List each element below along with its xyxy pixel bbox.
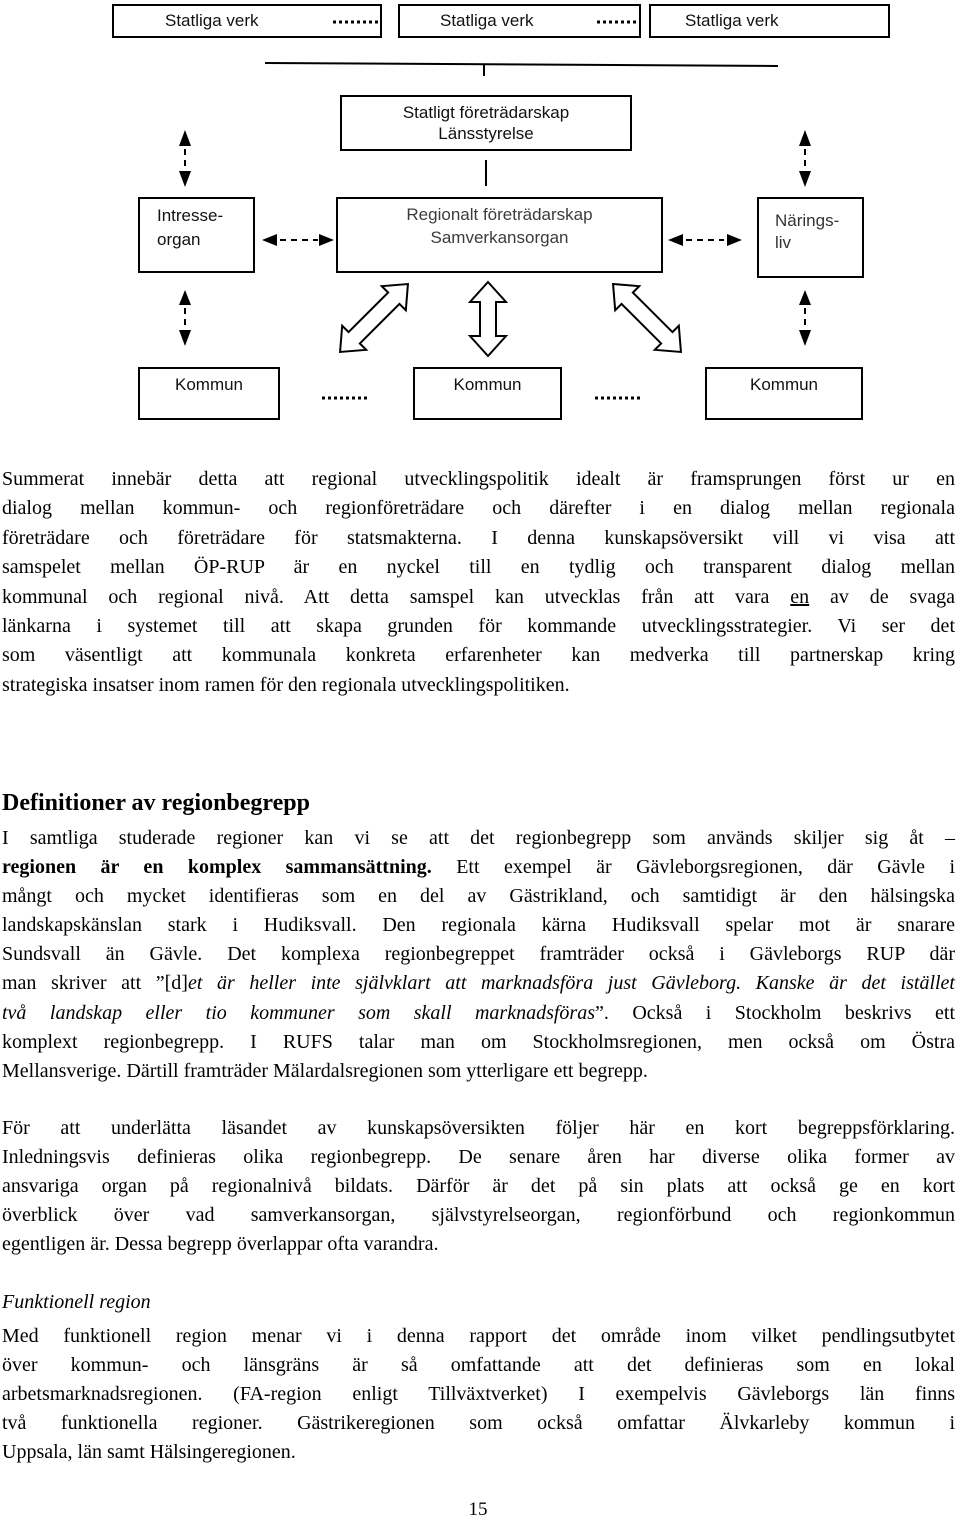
box-label: Kommun — [453, 375, 522, 394]
text-run: komplext regionbegrepp. I RUFS talar man om Stockholmsregionen, men också om Östra — [2, 1030, 955, 1053]
arrowhead-up — [799, 130, 811, 146]
text-line — [2, 524, 955, 553]
municipality-box — [705, 367, 863, 420]
italic-quote: et är heller inte självklart att marknadsföra just Gävleborg. Kanske är det istället — [187, 972, 955, 995]
box-label: Statliga verk — [165, 11, 259, 30]
text-run: I samtliga studerade regioner kan vi se att det regionbegrepp som används skiljer sig åt – — [2, 827, 955, 849]
text-line — [2, 1438, 955, 1467]
arrowhead-left — [668, 234, 683, 246]
box-label-line1: Närings- — [775, 211, 840, 230]
municipality-box — [138, 367, 280, 420]
concepts-paragraph — [2, 1114, 955, 1259]
section-heading: Definitioner av regionbegrepp — [2, 790, 310, 816]
text-line — [2, 1409, 955, 1438]
box-label-line2: organ — [157, 230, 201, 249]
definitions-paragraph — [2, 824, 955, 1086]
arrowhead-up — [179, 290, 191, 305]
text-line — [2, 1028, 955, 1057]
text-run: egentligen är. Dessa begrepp överlappar ofta varandra. — [2, 1233, 439, 1256]
text-line — [2, 494, 955, 523]
arrowhead-down — [799, 171, 811, 187]
text-line — [2, 1172, 955, 1201]
business-box — [757, 197, 864, 278]
state-agency-box — [398, 4, 641, 38]
block-double-arrow — [470, 282, 506, 356]
subsection-heading: Funktionell region — [2, 1291, 151, 1313]
box-label: Statliga verk — [440, 11, 534, 30]
text-run: Inledningsvis definieras olika regionbegrepp. De senare åren har diverse olika former av — [2, 1146, 955, 1169]
municipality-box — [413, 367, 562, 420]
text-line — [2, 853, 955, 882]
text-line — [2, 1201, 955, 1230]
text-run: två funktionella regioner. Gästrikeregionen som också omfattar Älvkarleby kommun i — [2, 1412, 955, 1435]
text-run: av de svaga — [809, 585, 955, 608]
box-label: Kommun — [749, 375, 819, 394]
regional-body-box — [336, 197, 663, 273]
block-double-arrow — [328, 272, 420, 364]
block-double-arrow — [601, 272, 693, 364]
text-line — [2, 1143, 955, 1172]
bold-text: regionen är en komplex sammansättning. — [2, 856, 432, 879]
box-label-line2: Länsstyrelse — [438, 124, 534, 143]
text-line — [2, 1351, 955, 1380]
text-line — [2, 911, 955, 940]
functional-region-paragraph — [2, 1322, 955, 1467]
text-line — [2, 940, 955, 969]
arrowhead-up — [799, 290, 811, 305]
text-line — [2, 1380, 955, 1409]
text-run: strategiska insatser inom ramen för den regionala utvecklingspolitiken. — [2, 673, 570, 696]
underlined-word: en — [790, 585, 810, 608]
text-line — [2, 612, 955, 641]
box-label-line1: Intresse- — [157, 206, 224, 225]
text-run: ”. Också i Stockholm beskrivs ett — [595, 1001, 956, 1024]
dashed-double-arrow — [799, 130, 811, 187]
text-run: Uppsala, län samt Hälsingeregionen. — [2, 1441, 296, 1464]
box-label-line1: Regionalt företrädarskap — [406, 205, 593, 224]
text-line — [2, 1322, 955, 1351]
text-run: arbetsmarknadsregionen. (FA-region enligt Tillväxtverket) I exempelvis Gävleborgs län finns — [2, 1383, 955, 1406]
arrowhead-down — [179, 330, 191, 346]
arrowhead-left — [262, 234, 277, 246]
arrowhead-right — [727, 234, 742, 246]
dashed-double-arrow — [799, 290, 811, 346]
county-board-box — [340, 95, 632, 151]
page-number: 15 — [468, 1499, 488, 1520]
summary-paragraph — [2, 465, 955, 700]
text-line — [2, 1114, 955, 1143]
text-run: Sundsvall än Gävle. Det komplexa regionbegreppet framträder också i Gävleborgs RUP där — [2, 943, 955, 966]
text-line — [2, 671, 955, 700]
state-agency-box — [649, 4, 890, 38]
text-line — [2, 641, 955, 670]
text-line — [2, 465, 955, 494]
box-label: Kommun — [174, 375, 244, 394]
text-line — [2, 583, 955, 612]
text-line — [2, 1057, 955, 1086]
box-label-line1: Statligt företrädarskap — [402, 103, 570, 122]
text-run: överblick över vad samverkansorgan, självstyrelseorgan, regionförbund och regionkommun — [2, 1204, 955, 1227]
text-run: företrädare och företrädare för statsmakterna. I denna kunskapsöversikt vill vi visa att — [2, 526, 955, 549]
text-line — [2, 882, 955, 911]
box-label-line2: Samverkansorgan — [430, 228, 569, 247]
text-line — [2, 1230, 955, 1259]
interest-organ-box — [138, 197, 255, 273]
text-run: landskapskänslan stark i Hudiksvall. Den regionala kärna Hudiksvall spelar mot är snarare — [2, 914, 955, 937]
arrowhead-down — [799, 330, 811, 346]
bracket-line — [265, 63, 778, 66]
text-run: ansvariga organ på regionalnivå bildats. Därför är det på sin plats att också ge en kort — [2, 1175, 955, 1198]
text-run: Mellansverige. Därtill framträder Mälardalsregionen som ytterligare ett begrepp. — [2, 1059, 648, 1082]
arrowhead-down — [179, 171, 191, 187]
dashed-double-arrow — [262, 234, 334, 246]
text-line — [2, 969, 955, 998]
text-run: över kommun- och länsgräns är så omfattande att det definieras som en lokal — [2, 1354, 955, 1377]
text-line — [2, 824, 955, 853]
box-label: Statliga verk — [685, 11, 779, 30]
dashed-double-arrow — [668, 234, 742, 246]
text-run: För att underlätta läsandet av kunskapsöversikten följer här en kort begreppsförklaring. — [2, 1117, 955, 1139]
text-run: dialog mellan kommun- och regionföreträdare och därefter i en dialog mellan regionala — [2, 497, 955, 520]
text-line — [2, 999, 955, 1028]
text-run: länkarna i systemet till att skapa grunden för kommande utvecklingsstrategier. Vi ser det — [2, 615, 955, 638]
arrowhead-right — [319, 234, 334, 246]
text-run: Ett exempel är Gävleborgsregionen, där Gävle i — [431, 856, 956, 879]
text-run: som väsentligt att kommunala konkreta erfarenheter kan medverka till partnerskap kring — [2, 644, 955, 667]
dashed-double-arrow — [179, 290, 191, 346]
italic-quote: två landskap eller tio kommuner som skall marknadsföras — [2, 1001, 596, 1024]
arrowhead-up — [179, 130, 191, 146]
text-run: Med funktionell region menar vi i denna rapport det område inom vilket pendlingsutbytet — [2, 1325, 955, 1347]
text-run: kommunal och regional nivå. Att detta samspel kan utvecklas från att vara — [2, 585, 791, 608]
text-run: samspelet mellan ÖP-RUP är en nyckel till en tydlig och transparent dialog mellan — [2, 556, 955, 579]
text-run: man skriver att ”[d] — [2, 972, 188, 995]
text-run: Summerat innebär detta att regional utvecklingspolitik idealt är framsprungen först ur en — [2, 468, 955, 490]
state-agency-box — [112, 4, 382, 38]
dashed-double-arrow — [179, 130, 191, 187]
text-run: mångt och mycket identifieras som en del av Gästrikland, och samtidigt är den hälsingska — [2, 885, 955, 908]
text-line — [2, 553, 955, 582]
box-label-line2: liv — [775, 233, 792, 252]
